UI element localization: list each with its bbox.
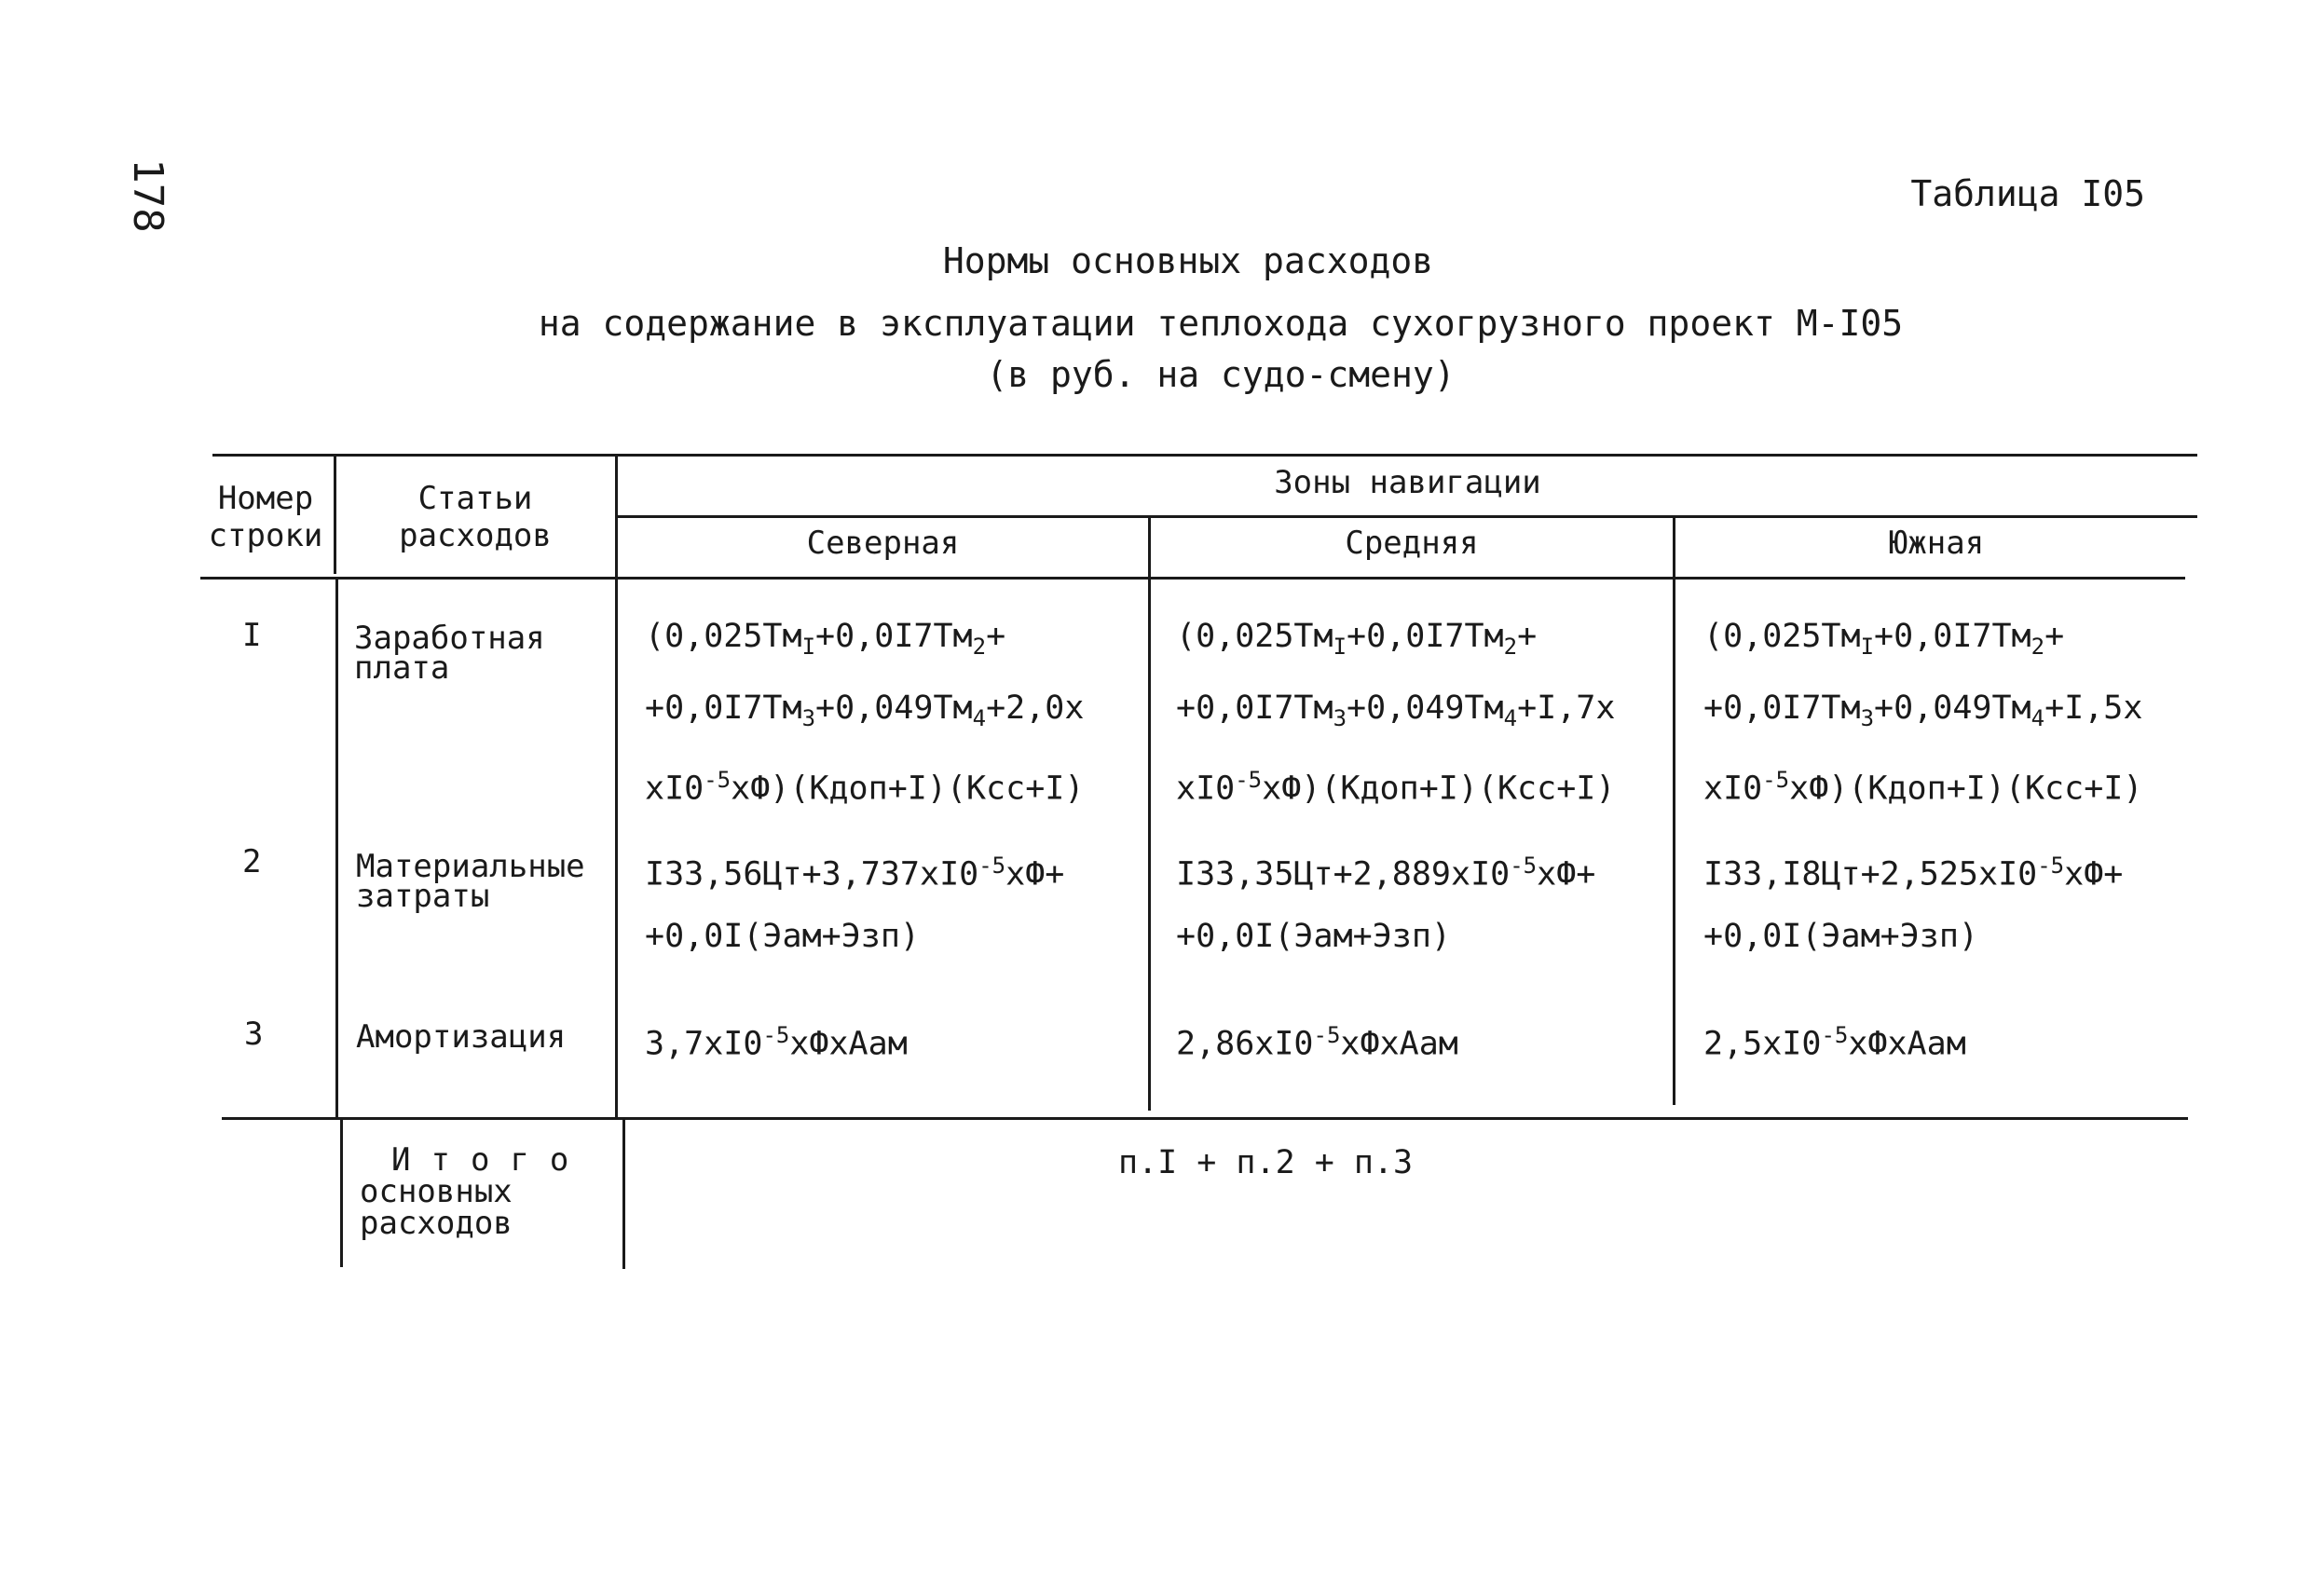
title-line-3: (в руб. на судо-смену): [986, 354, 1456, 395]
header-middle: Средняя: [1345, 525, 1479, 562]
col-rule-3: [1148, 518, 1151, 1111]
header-bottom-rule: [200, 577, 2185, 580]
col-rule-4: [1673, 518, 1675, 1105]
row-2-south: $I33,I8Цт+2,525хI0^{-5}хФ+$ +0,0I(Эам+Эзп): [1703, 853, 2124, 955]
col-rule-1: [334, 457, 336, 574]
title-line-2: на содержание в эксплуатации теплохода сухогрузного проект М-I05: [538, 303, 1904, 344]
col-rule-1b: [335, 580, 338, 1117]
zones-sub-rule: [615, 515, 2197, 518]
title-line-1: Нормы основных расходов: [942, 240, 1434, 281]
total-label-line3: расходов: [360, 1205, 513, 1242]
header-south: Южная: [1888, 525, 1985, 562]
header-row-number-line2: строки: [208, 517, 323, 554]
row-1-south: ($0,025Тм_I+0,0I7Тм_2+$ $+0,0I7Тм_3+0,049Тм_4+I,5х$ $хI0^{-5}хФ)(Кдоп+I)(Ксс+I)$: [1703, 618, 2143, 808]
row-2-middle: $I33,35Цт+2,889хI0^{-5}хФ+$ +0,0I(Эам+Эзп): [1176, 853, 1596, 955]
table-top-rule: [212, 454, 2197, 457]
row-3-middle: $2,86хI0^{-5}хФхАам$: [1176, 1022, 1458, 1063]
header-items-line2: расходов: [399, 517, 552, 554]
body-bottom-rule: [222, 1117, 2188, 1120]
row-1-item: [354, 620, 545, 687]
row-2-north: $I33,56Цт+3,737хI0^{-5}хФ+$ +0,0I(Эам+Эзп): [645, 853, 1065, 955]
header-row-number-line1: Номер: [217, 480, 314, 517]
total-label: [360, 1141, 590, 1242]
row-1-item-line1: Заработная: [354, 620, 545, 657]
col-rule-2c: [622, 1120, 625, 1269]
header-row-number: [198, 480, 334, 554]
total-label-line1: Итого: [391, 1141, 590, 1179]
row-3-south: $2,5хI0^{-5}хФхАам$: [1703, 1022, 1966, 1063]
header-north: Северная: [806, 525, 960, 562]
row-2-item: [356, 848, 585, 915]
table-label: Таблица I05: [1910, 173, 2145, 214]
page-number: 178: [124, 158, 171, 233]
row-2-number: 2: [242, 843, 262, 880]
header-items-line1: Статьи: [417, 480, 533, 517]
row-2-item-line2: затраты: [356, 878, 490, 915]
total-label-line2: основных: [360, 1173, 513, 1210]
row-2-item-line1: Материальные: [356, 848, 585, 885]
row-1-number: I: [242, 617, 262, 654]
header-items: [337, 480, 613, 554]
row-1-north: ($0,025Тм_I+0,0I7Тм_2+$ $+0,0I7Тм_3+0,049Тм_4+2,0х$ $хI0^{-5}хФ)(Кдоп+I)(Ксс+I)$: [645, 618, 1085, 808]
row-1-middle: ($0,025Тм_I+0,0I7Тм_2+$ $+0,0I7Тм_3+0,049Тм_4+I,7х$ $хI0^{-5}хФ)(Кдоп+I)(Ксс+I)$: [1176, 618, 1616, 808]
header-zones: Зоны навигации: [1274, 464, 1541, 501]
col-rule-1c: [340, 1120, 343, 1267]
row-3-item: Амортизация: [356, 1018, 567, 1056]
row-3-north: $3,7хI0^{-5}хФхАам$: [645, 1022, 908, 1063]
total-formula: п.I + п.2 + п.3: [1118, 1144, 1414, 1181]
row-3-number: 3: [244, 1016, 264, 1053]
row-1-item-line2: плата: [354, 649, 450, 687]
